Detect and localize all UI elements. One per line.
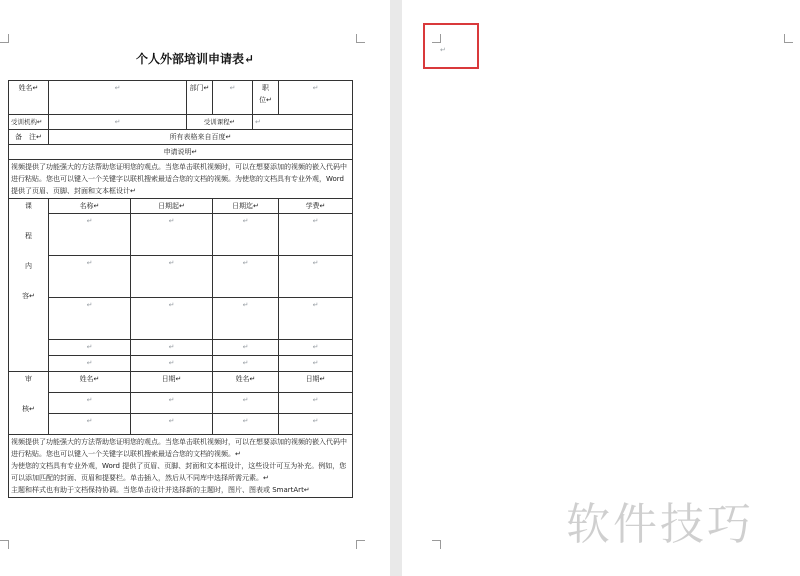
paragraph-mark: ↵ — [86, 396, 93, 404]
paragraph-mark: ↵ — [312, 343, 319, 351]
paragraph-mark: ↵ — [168, 259, 175, 267]
margin-corner-bottom-right — [356, 540, 365, 549]
section-title: 申请说明↵ — [9, 145, 353, 160]
paragraph-mark: ↵ — [242, 259, 249, 267]
department-label: 部门↵ — [187, 81, 213, 115]
training-org-label: 受训机构↵ — [9, 115, 49, 130]
col-header-date-from: 日期起↵ — [131, 199, 213, 214]
paragraph-mark: ↵ — [114, 118, 121, 126]
footer-description[interactable] — [9, 435, 353, 498]
document-page-1[interactable] — [0, 0, 390, 576]
remark-label: 备 注↵ — [9, 130, 49, 145]
paragraph-mark: ↵ — [168, 343, 175, 351]
margin-corner-top-left — [0, 34, 9, 43]
paragraph-mark: ↵ — [86, 417, 93, 425]
position-label — [253, 81, 279, 115]
paragraph-mark: ↵ — [168, 217, 175, 225]
remark-value[interactable]: 所有表格来自百度↵ — [49, 130, 353, 145]
paragraph-mark: ↵ — [86, 343, 93, 351]
margin-corner-bottom-left — [432, 540, 441, 549]
col-header-date-to: 日期迄↵ — [213, 199, 279, 214]
paragraph-mark: ↵ — [168, 396, 175, 404]
footer-paragraph: 视频提供了功能强大的方法帮助您证明您的观点。当您单击联机视频时，可以在想要添加的视频的嵌入代码中进行粘贴。您也可以键入一个关键字以联机搜索最适合您的文档的视频。↵ — [11, 438, 347, 458]
course-side-char: 课 — [25, 202, 32, 210]
paragraph-mark: ↵ — [242, 359, 249, 367]
paragraph-mark: ↵ — [312, 84, 319, 92]
paragraph-mark: ↵ — [86, 259, 93, 267]
paragraph-mark: ↵ — [312, 301, 319, 309]
paragraph-mark: ↵ — [168, 301, 175, 309]
application-form-table[interactable] — [8, 80, 353, 498]
watermark-text: 软件技巧 — [566, 499, 754, 550]
review-header-name-2: 姓名↵ — [213, 372, 279, 393]
paragraph-mark: ↵ — [168, 359, 175, 367]
paragraph-mark: ↵ — [114, 84, 121, 92]
review-side-char: 审 — [25, 375, 32, 383]
margin-corner-top-right — [784, 34, 793, 43]
paragraph-mark: ↵ — [312, 417, 319, 425]
paragraph-mark: ↵ — [86, 301, 93, 309]
paragraph-mark: ↵ — [255, 118, 261, 126]
col-header-fee: 学费↵ — [279, 199, 353, 214]
position-label-line1: 职 — [262, 84, 269, 92]
paragraph-mark: ↵ — [242, 217, 249, 225]
application-description[interactable]: 视频提供了功能强大的方法帮助您证明您的观点。当您单击联机视频时，可以在想要添加的视频的嵌入代码中进行粘贴。您也可以键入一个关键字以联机搜索最适合您的文档的视频。为使您的文档具有专业外观，Word 提供了页眉、页脚、封面和文本框设计↵ — [9, 160, 353, 199]
review-header-name: 姓名↵ — [49, 372, 131, 393]
paragraph-mark: ↵ — [86, 217, 93, 225]
paragraph-mark: ↵ — [242, 396, 249, 404]
paragraph-mark: ↵ — [312, 359, 319, 367]
paragraph-mark: ↵ — [242, 343, 249, 351]
training-course-label: 受训课程↵ — [187, 115, 253, 130]
course-side-char: 容↵ — [22, 292, 35, 300]
paragraph-mark: ↵ — [86, 359, 93, 367]
paragraph-mark: ↵ — [242, 301, 249, 309]
highlight-annotation-box — [423, 23, 479, 69]
paragraph-mark: ↵ — [168, 417, 175, 425]
document-title[interactable]: 个人外部培训申请表↵ — [135, 52, 255, 66]
paragraph-mark: ↵ — [312, 217, 319, 225]
paragraph-mark: ↵ — [312, 259, 319, 267]
position-label-line2: 位↵ — [259, 96, 272, 104]
review-header-date-2: 日期↵ — [279, 372, 353, 393]
margin-corner-top-right — [356, 34, 365, 43]
col-header-name: 名称↵ — [49, 199, 131, 214]
paragraph-mark: ↵ — [242, 417, 249, 425]
review-side-char: 核↵ — [22, 405, 35, 413]
margin-corner-bottom-left — [0, 540, 9, 549]
review-label — [9, 372, 49, 435]
course-side-char: 程 — [25, 232, 32, 240]
review-header-date: 日期↵ — [131, 372, 213, 393]
footer-paragraph: 主题和样式也有助于文档保持协调。当您单击设计并选择新的主题时，图片、图表或 SmartArt↵ — [11, 486, 310, 494]
course-side-char: 内 — [25, 262, 32, 270]
paragraph-mark: ↵ — [229, 84, 236, 92]
cursor-paragraph-mark[interactable]: ↵ — [440, 46, 446, 54]
name-label: 姓名↵ — [9, 81, 49, 115]
paragraph-mark: ↵ — [312, 396, 319, 404]
course-content-label — [9, 199, 49, 372]
footer-paragraph: 为使您的文档具有专业外观，Word 提供了页眉、页脚、封面和文本框设计，这些设计可互为补充。例如，您可以添加匹配的封面、页眉和提要栏。单击插入，然后从不同库中选择所需元素。↵ — [11, 462, 347, 482]
